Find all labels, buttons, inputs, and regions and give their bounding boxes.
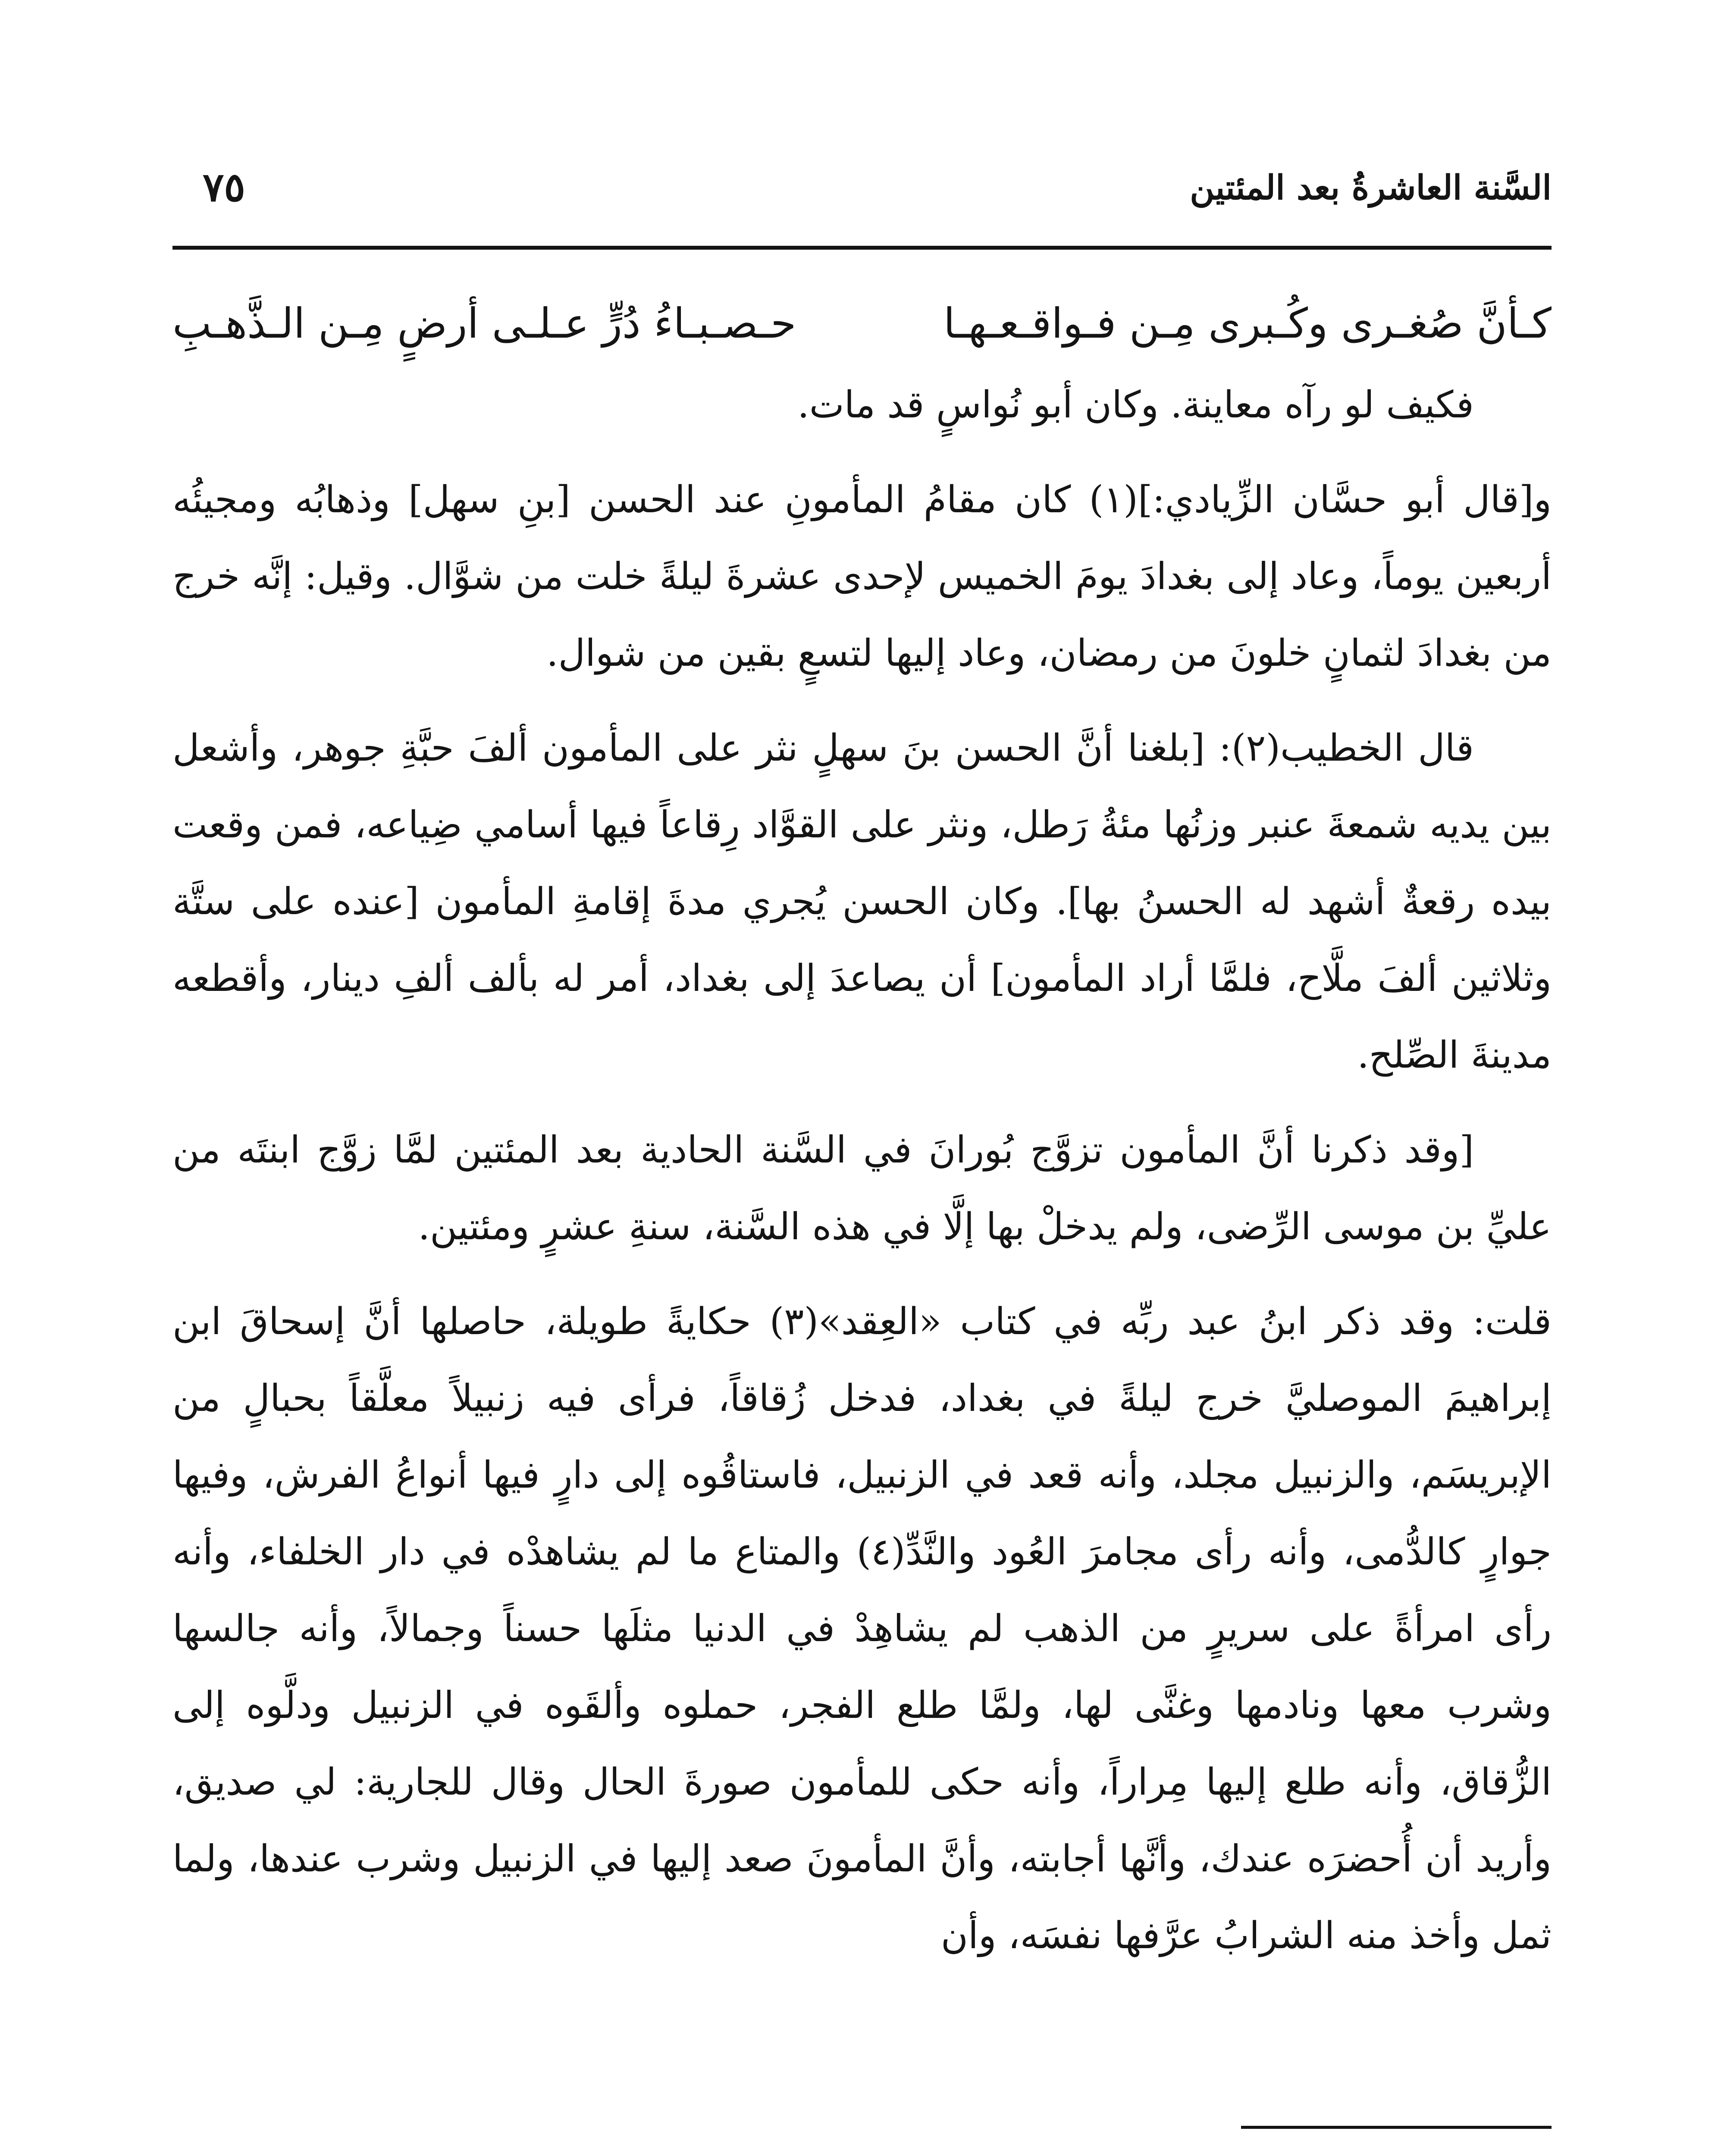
running-title: السَّنة العاشرةُ بعد المئتين bbox=[1190, 168, 1552, 207]
header-divider bbox=[172, 246, 1552, 250]
poem-verse bbox=[172, 280, 1552, 367]
paragraph: قلت: وقد ذكر ابنُ عبد ربِّه في كتاب «العِقد»(٣) حكايةً طويلة، حاصلها أنَّ إسحاقَ ابن إبراهيمَ الموصليَّ خرج ليلةً في بغداد، فدخل زُقاقاً، فرأى فيه زنبيلاً معلَّقاً بحبالٍ من الإبريسَم، والزنبيل مجلد، وأنه قعد في الزنبيل، فاستاقُوه إلى دارٍ فيها أنواعُ الفرش، وفيها جوارٍ كالدُّمى، وأنه رأى مجامرَ العُود والنَّدِّ(٤) والمتاع ما لم يشاهدْه في دار الخلفاء، وأنه رأى امرأةً على سريرٍ من الذهب لم يشاهِدْ في الدنيا مثلَها حسناً وجمالاً، وأنه جالسها وشرب معها ونادمها وغنَّى لها، ولمَّا طلع الفجر، حملوه وألقَوه في الزنبيل ودلَّوه إلى الزُّقاق، وأنه طلع إليها مِراراً، وأنه حكى للمأمون صورةَ الحال وقال للجارية: لي صديق، وأريد أن أُحضرَه عندك، وأنَّها أجابته، وأنَّ المأمونَ صعد إليها في الزنبيل وشرب عندها، ولما ثمل وأخذ منه الشرابُ عرَّفها نفسَه، وأن bbox=[172, 1300, 1552, 1957]
footnote-item bbox=[172, 2152, 1552, 2156]
footnotes bbox=[172, 2152, 1552, 2156]
poem-hemistich-first: كـأنَّ صُغـرى وكُـبرى مِـن فـواقـعـهـا bbox=[943, 299, 1552, 348]
page-header bbox=[172, 164, 1552, 224]
paragraph: [وقد ذكرنا أنَّ المأمون تزوَّج بُورانَ في السَّنة الحادية بعد المئتين لمَّا زوَّج ابنتَه من عليِّ بن موسى الرِّضى، ولم يدخلْ بها إلَّا في هذه السَّنة، سنةِ عشرٍ ومئتين. bbox=[172, 1128, 1552, 1248]
page-number: ٧٥ bbox=[203, 164, 245, 210]
main-text bbox=[172, 280, 1552, 1992]
paragraph: قال الخطيب(٢): [بلغنا أنَّ الحسن بنَ سهلٍ نثر على المأمون ألفَ حبَّةِ جوهر، وأشعل بين يديه شمعةَ عنبر وزنُها مئةُ رَطل، ونثر على القوَّاد رِقاعاً فيها أسامي ضِياعه، فمن وقعت بيده رقعةٌ أشهد له الحسنُ بها]. وكان الحسن يُجري مدةَ إقامةِ المأمون [عنده على ستَّة وثلاثين ألفَ ملَّاح، فلمَّا أراد المأمون] أن يصاعدَ إلى بغداد، أمر له بألف ألفِ دينار، وأقطعه مدينةَ الصِّلح. bbox=[172, 727, 1552, 1077]
footnote-divider bbox=[1241, 2126, 1552, 2129]
paragraph: و[قال أبو حسَّان الزِّيادي:](١) كان مقامُ المأمونِ عند الحسن [بنِ سهل] وذهابُه ومجيئُه أربعين يوماً، وعاد إلى بغدادَ يومَ الخميس لإحدى عشرةَ ليلةً خلت من شوَّال. وقيل: إنَّه خرج من بغدادَ لثمانٍ خلونَ من رمضان، وعاد إليها لتسعٍ بقين من شوال. bbox=[172, 478, 1552, 675]
poem-hemistich-second: حـصـبـاءُ دُرٍّ عـلـى أرضٍ مِـن الـذَّهـبِ bbox=[172, 299, 796, 348]
paragraph: فكيف لو رآه معاينة. وكان أبو نُواسٍ قد مات. bbox=[797, 383, 1474, 426]
